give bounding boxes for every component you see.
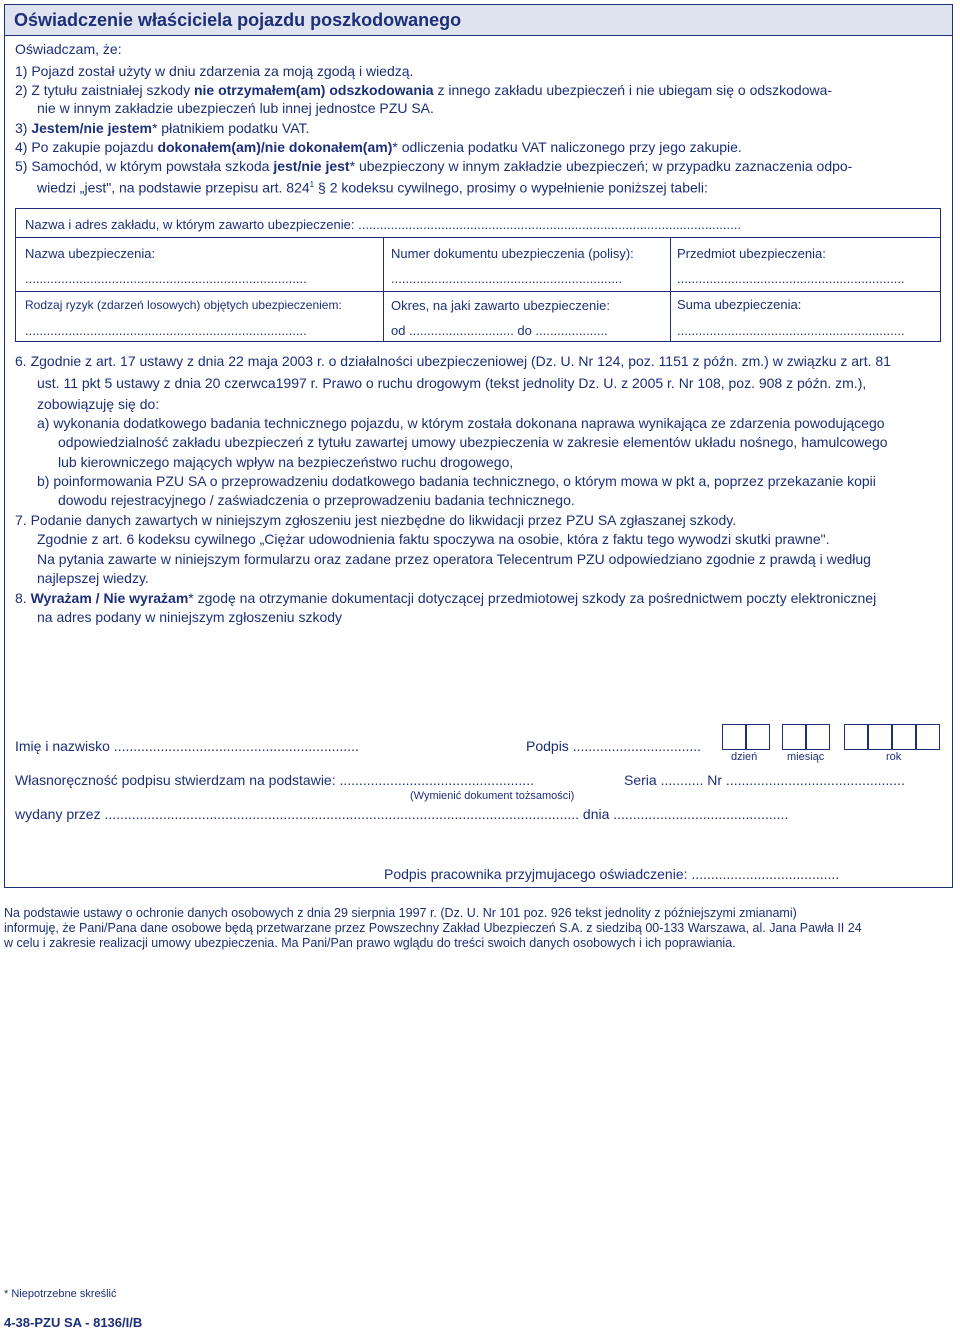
title-bar: [5, 5, 952, 36]
point-6-line-2: ust. 11 pkt 5 ustawy z dnia 20 czerwca1997 r. Prawo o ruchu drogowym (tekst jednolity Dz. U. z 2005 r. Nr 108, poz. 908 z późn. zm.),: [37, 375, 867, 391]
insurance-table: [15, 208, 941, 342]
point-6b-line-2: dowodu rejestracyjnego / zaświadczenia o przeprowadzeniu badania technicznego.: [58, 492, 575, 508]
point-2-line-2: nie w innym zakładzie ubezpieczeń lub innej jednostce PZU SA.: [37, 100, 434, 116]
point-6b-line-1: b) poinformowania PZU SA o przeprowadzeniu dodatkowego badania technicznego, o którym mowa w pkt a, poprzez przekazanie kopii: [37, 473, 876, 489]
footnote: * Niepotrzebne skreślić: [4, 1288, 117, 1300]
insurance-subject-label: Przedmiot ubezpieczenia:: [677, 246, 826, 261]
insured-sum-field[interactable]: ...............................................................: [677, 323, 905, 338]
insurance-subject-field[interactable]: ...............................................................: [677, 271, 905, 286]
point-7-line-1: 7. Podanie danych zawartych w niniejszym zgłoszeniu jest niezbędne do likwidacji przez PZU SA zgłaszanej szkody.: [15, 512, 737, 528]
form-code: 4-38-PZU SA - 8136/I/B: [4, 1315, 143, 1330]
insurance-period-field[interactable]: od ............................. do ....................: [391, 323, 608, 338]
point-3: 3) Jestem/nie jestem* płatnikiem podatku VAT.: [15, 120, 310, 136]
page-title: Oświadczenie właściciela pojazdu poszkodowanego: [14, 10, 462, 30]
point-6a-line-3: lub kierowniczego mających wpływ na bezpieczeństwo ruchu drogowego,: [58, 454, 514, 470]
identity-basis-field[interactable]: Własnoręczność podpisu stwierdzam na podstawie: ..................................................: [15, 772, 534, 788]
point-6-line-1: 6. Zgodnie z art. 17 ustawy z dnia 22 maja 2003 r. o działalności ubezpieczeniowej (Dz. U. Nr 124, poz. 1151 z późn. zm.) w związku z art. 81: [15, 353, 891, 369]
policy-number-label: Numer dokumentu ubezpieczenia (polisy):: [391, 246, 634, 261]
data-protection-line-2: informuję, że Pani/Pana dane osobowe będą przetwarzane przez Powszechny Zakład Ubezpieczeń S.A. z siedzibą 00-133 Warszawa, al. Jana Pawła II 24: [4, 921, 862, 935]
month-label: miesiąc: [787, 751, 825, 763]
data-protection-line-1: Na podstawie ustawy o ochronie danych osobowych z dnia 29 sierpnia 1997 r. (Dz. U. Nr 101 poz. 926 tekst jednolity z późniejszymi zmianami): [4, 906, 797, 920]
year-label: rok: [886, 751, 902, 763]
identity-document-note: (Wymienić dokument tożsamości): [410, 790, 575, 802]
risk-type-label: Rodzaj ryzyk (zdarzeń losowych) objętych ubezpieczeniem:: [25, 298, 342, 312]
point-4: 4) Po zakupie pojazdu dokonałem(am)/nie dokonałem(am)* odliczenia podatku VAT naliczonego przy jego zakupie.: [15, 139, 742, 155]
insurer-name-field[interactable]: Nazwa i adres zakładu, w którym zawarto ubezpieczenie: ..........................................................................................................: [25, 217, 741, 232]
point-7-line-2: Zgodnie z art. 6 kodeksu cywilnego „Ciężar udowodnienia faktu spoczywa na osobie, która z faktu tego wywodzi skutki prawne".: [37, 531, 830, 547]
point-6a-line-1: a) wykonania dodatkowego badania technicznego pojazdu, w którym została dokonana naprawa wynikająca ze zdarzenia powodującego: [37, 415, 885, 431]
policy-number-field[interactable]: ................................................................: [391, 271, 623, 286]
point-6-line-3: zobowiązuję się do:: [37, 396, 160, 412]
point-7-line-4: najlepszej wiedzy.: [37, 570, 149, 586]
point-6a-line-2: odpowiedzialność zakładu ubezpieczeń z tytułu zawartej umowy ubezpieczenia w zakresie elementów układu nośnego, hamulcowego: [58, 434, 888, 450]
point-8-line-1: 8. Wyrażam / Nie wyrażam* zgodę na otrzymanie dokumentacji dotyczącej przedmiotowej szkody za pośrednictwem poczty elektronicznej: [15, 590, 877, 606]
point-5-line-2: wiedzi „jest", na podstawie przepisu art. $824^1$ § 2 kodeksu cywilnego, prosimy o wypełnienie poniższej tabeli:: [37, 179, 708, 196]
risk-type-field[interactable]: ..............................................................................: [25, 323, 307, 338]
full-name-field[interactable]: Imię i nazwisko ...............................................................: [15, 738, 359, 754]
series-number-field[interactable]: Seria ........... Nr ..............................................: [624, 772, 905, 788]
insurance-name-label: Nazwa ubezpieczenia:: [25, 246, 156, 261]
insurance-name-field[interactable]: ..............................................................................: [25, 271, 307, 286]
declaration-intro: Oświadczam, że:: [15, 41, 122, 57]
insured-sum-label: Suma ubezpieczenia:: [677, 297, 802, 312]
point-5-line-1: 5) Samochód, w którym powstała szkoda jest/nie jest* ubezpieczony w innym zakładzie ubezpieczeń; w przypadku zaznaczenia odpo-: [15, 158, 853, 174]
point-2-line-1: 2) Z tytułu zaistniałej szkody nie otrzymałem(am) odszkodowania z innego zakładu ubezpieczeń i nie ubiegam się o odszkodowa-: [15, 82, 833, 98]
signature-field[interactable]: Podpis .................................: [526, 738, 702, 754]
point-1: 1) Pojazd został użyty w dniu zdarzenia za moją zgodą i wiedzą.: [15, 63, 414, 79]
insurance-period-label: Okres, na jaki zawarto ubezpieczenie:: [391, 298, 610, 313]
employee-signature-field[interactable]: Podpis pracownika przyjmujacego oświadczenie: ......................................: [384, 866, 840, 882]
point-7-line-3: Na pytania zawarte w niniejszym formularzu oraz zadane przez operatora Telecentrum PZU odpowiedziano zgodnie z prawdą i według: [37, 551, 871, 567]
day-label: dzień: [731, 751, 758, 763]
point-8-line-2: na adres podany w niniejszym zgłoszeniu szkody: [37, 609, 343, 625]
issued-by-field[interactable]: wydany przez .......................................................................................................................... dnia .............................................: [15, 806, 789, 822]
data-protection-line-3: w celu i zakresie realizacji umowy ubezpieczenia. Ma Pani/Pan prawo wglądu do treści swoich danych osobowych i ich poprawiania.: [4, 936, 736, 950]
